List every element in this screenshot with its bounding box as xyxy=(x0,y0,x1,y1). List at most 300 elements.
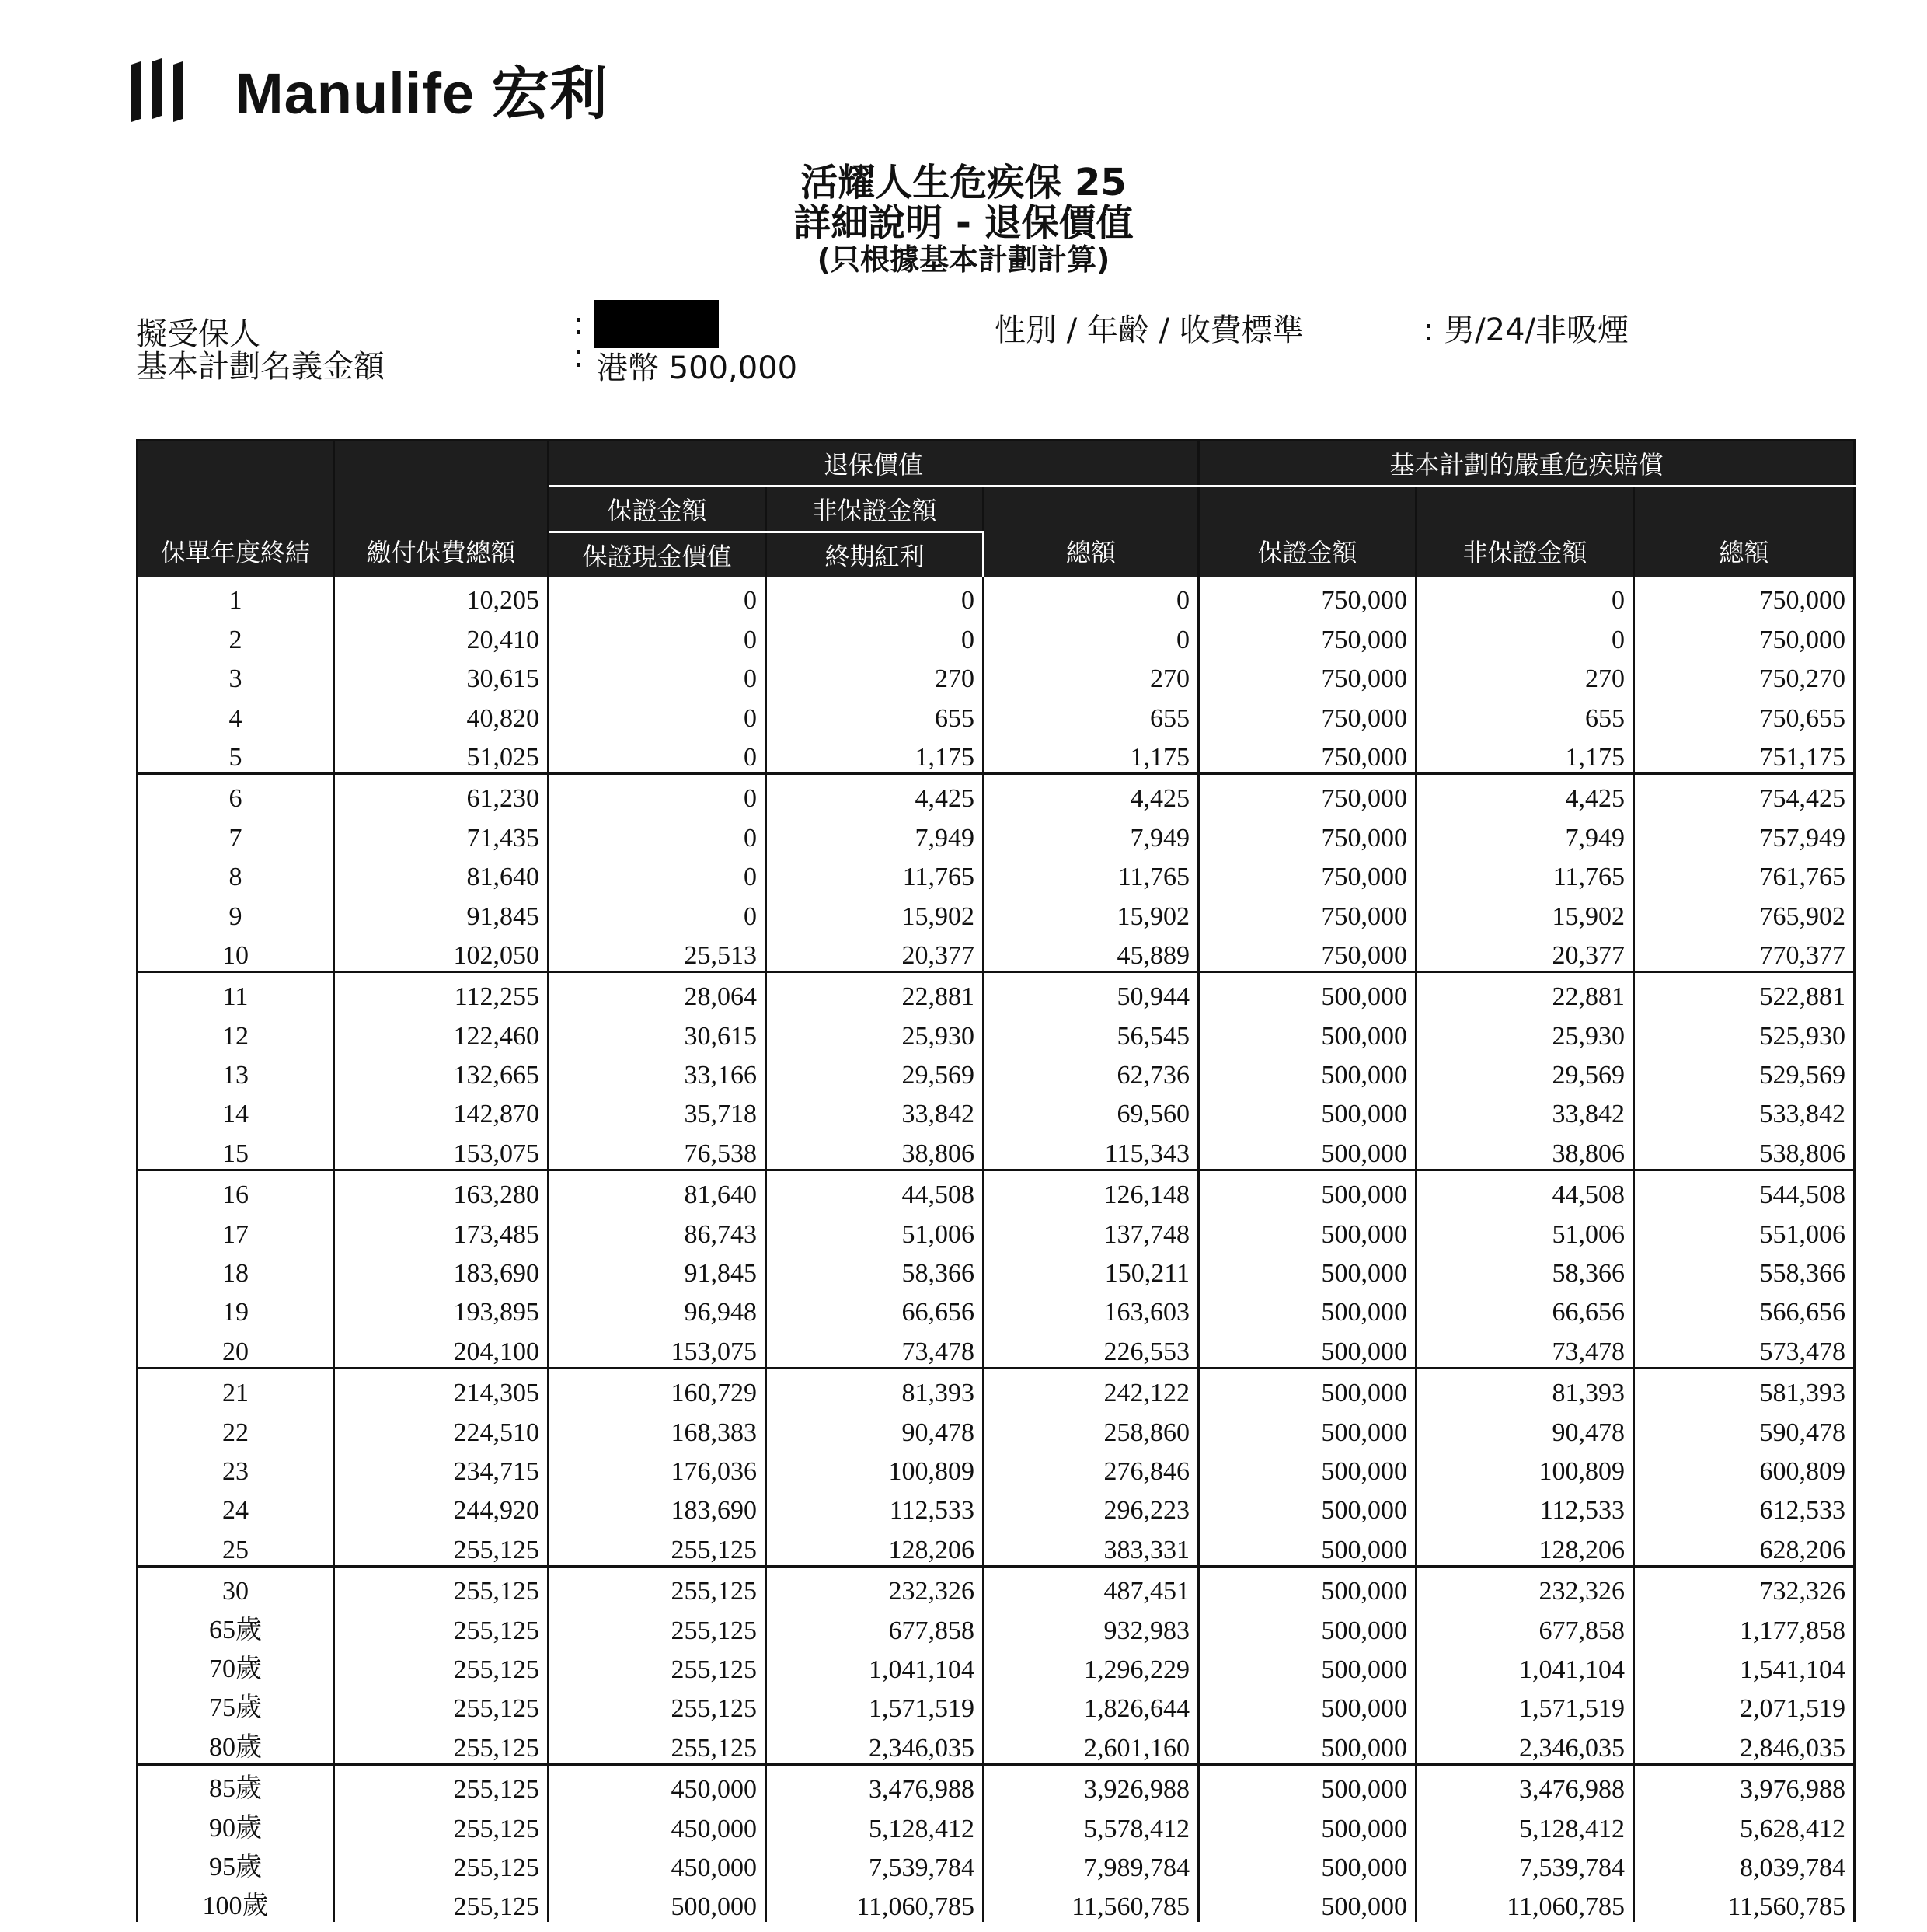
cell-ci-total: 581,393 xyxy=(1634,1368,1855,1408)
cell-premium: 255,125 xyxy=(334,1844,549,1883)
cell-year: 23 xyxy=(138,1448,334,1487)
cell-terminal-bonus: 29,569 xyxy=(766,1051,984,1090)
cell-year: 16 xyxy=(138,1170,334,1210)
cell-ci-total: 750,655 xyxy=(1634,694,1855,733)
cell-ci-total: 525,930 xyxy=(1634,1012,1855,1051)
cell-ci-guaranteed: 500,000 xyxy=(1199,971,1417,1012)
cell-guaranteed-cash-value: 176,036 xyxy=(549,1448,766,1487)
table-row xyxy=(138,853,1855,892)
cell-guaranteed-cash-value: 500,000 xyxy=(549,1883,766,1922)
table-row xyxy=(138,1724,1855,1764)
cell-ci-total: 750,000 xyxy=(1634,616,1855,654)
table-row xyxy=(138,1566,1855,1606)
cell-terminal-bonus: 232,326 xyxy=(766,1566,984,1606)
cell-ci-total: 750,000 xyxy=(1634,577,1855,616)
table-row xyxy=(138,1051,1855,1090)
cell-surrender-total: 226,553 xyxy=(984,1327,1199,1368)
cell-guaranteed-cash-value: 153,075 xyxy=(549,1327,766,1368)
cell-guaranteed-cash-value: 76,538 xyxy=(549,1129,766,1170)
cell-ci-non-guaranteed: 11,060,785 xyxy=(1417,1883,1634,1922)
cell-year: 24 xyxy=(138,1487,334,1526)
cell-premium: 122,460 xyxy=(334,1012,549,1051)
manulife-mark-icon xyxy=(128,57,189,122)
cell-ci-total: 770,377 xyxy=(1634,932,1855,972)
cell-guaranteed-cash-value: 255,125 xyxy=(549,1566,766,1606)
cell-guaranteed-cash-value: 160,729 xyxy=(549,1368,766,1408)
table-row xyxy=(138,1526,1855,1566)
plan-name: 活耀人生危疾保 25 xyxy=(800,161,1127,204)
cell-ci-total: 5,628,412 xyxy=(1634,1805,1855,1843)
cell-surrender-total: 242,122 xyxy=(984,1368,1199,1408)
cell-terminal-bonus: 73,478 xyxy=(766,1327,984,1368)
cell-surrender-total: 3,926,988 xyxy=(984,1764,1199,1805)
table-row xyxy=(138,1327,1855,1368)
cell-guaranteed-cash-value: 168,383 xyxy=(549,1408,766,1447)
table-row xyxy=(138,1606,1855,1645)
cell-ci-non-guaranteed: 1,571,519 xyxy=(1417,1685,1634,1724)
sum-insured-colon: : xyxy=(573,339,584,375)
cell-guaranteed-cash-value: 255,125 xyxy=(549,1646,766,1685)
cell-ci-non-guaranteed: 4,425 xyxy=(1417,773,1634,814)
cell-surrender-total: 45,889 xyxy=(984,932,1199,972)
cell-terminal-bonus: 25,930 xyxy=(766,1012,984,1051)
cell-ci-total: 754,425 xyxy=(1634,773,1855,814)
cell-terminal-bonus: 677,858 xyxy=(766,1606,984,1645)
cell-ci-guaranteed: 500,000 xyxy=(1199,1129,1417,1170)
redacted-insured-name xyxy=(594,300,719,348)
sum-insured-value: 港幣 500,000 xyxy=(597,350,798,386)
table-row xyxy=(138,1368,1855,1408)
cell-ci-total: 600,809 xyxy=(1634,1448,1855,1487)
cell-premium: 153,075 xyxy=(334,1129,549,1170)
cell-terminal-bonus: 100,809 xyxy=(766,1448,984,1487)
cell-year: 25 xyxy=(138,1526,334,1566)
cell-surrender-total: 655 xyxy=(984,694,1199,733)
cell-guaranteed-cash-value: 450,000 xyxy=(549,1764,766,1805)
table-row xyxy=(138,932,1855,972)
cell-guaranteed-cash-value: 96,948 xyxy=(549,1289,766,1327)
cell-surrender-total: 7,949 xyxy=(984,814,1199,853)
cell-premium: 163,280 xyxy=(334,1170,549,1210)
header-surrender-total: 總額 xyxy=(984,486,1199,577)
header-policy-year-end: 保單年度終結 xyxy=(138,441,334,577)
table-row xyxy=(138,577,1855,616)
gender-age-class-value: : 男/24/非吸煙 xyxy=(1423,312,1629,348)
cell-ci-guaranteed: 750,000 xyxy=(1199,853,1417,892)
cell-ci-total: 529,569 xyxy=(1634,1051,1855,1090)
cell-ci-total: 538,806 xyxy=(1634,1129,1855,1170)
cell-premium: 71,435 xyxy=(334,814,549,853)
cell-terminal-bonus: 7,539,784 xyxy=(766,1844,984,1883)
cell-ci-total: 533,842 xyxy=(1634,1090,1855,1129)
cell-surrender-total: 15,902 xyxy=(984,892,1199,931)
cell-ci-total: 2,846,035 xyxy=(1634,1724,1855,1764)
cell-year: 80歲 xyxy=(138,1724,334,1764)
cell-ci-total: 573,478 xyxy=(1634,1327,1855,1368)
insured-colon: : xyxy=(573,306,584,342)
cell-ci-non-guaranteed: 20,377 xyxy=(1417,932,1634,972)
table-row xyxy=(138,773,1855,814)
cell-year: 15 xyxy=(138,1129,334,1170)
cell-ci-non-guaranteed: 25,930 xyxy=(1417,1012,1634,1051)
cell-year: 18 xyxy=(138,1250,334,1289)
cell-ci-non-guaranteed: 100,809 xyxy=(1417,1448,1634,1487)
table-row xyxy=(138,892,1855,931)
cell-surrender-total: 487,451 xyxy=(984,1566,1199,1606)
cell-guaranteed-cash-value: 255,125 xyxy=(549,1526,766,1566)
cell-year: 11 xyxy=(138,971,334,1012)
cell-ci-guaranteed: 750,000 xyxy=(1199,892,1417,931)
cell-surrender-total: 383,331 xyxy=(984,1526,1199,1566)
cell-guaranteed-cash-value: 81,640 xyxy=(549,1170,766,1210)
cell-ci-total: 544,508 xyxy=(1634,1170,1855,1210)
cell-ci-total: 751,175 xyxy=(1634,734,1855,774)
cell-ci-non-guaranteed: 7,539,784 xyxy=(1417,1844,1634,1883)
cell-ci-guaranteed: 500,000 xyxy=(1199,1764,1417,1805)
cell-surrender-total: 163,603 xyxy=(984,1289,1199,1327)
cell-ci-total: 1,177,858 xyxy=(1634,1606,1855,1645)
cell-year: 90歲 xyxy=(138,1805,334,1843)
table-row xyxy=(138,1012,1855,1051)
cell-year: 10 xyxy=(138,932,334,972)
cell-terminal-bonus: 33,842 xyxy=(766,1090,984,1129)
cell-ci-non-guaranteed: 677,858 xyxy=(1417,1606,1634,1645)
cell-surrender-total: 0 xyxy=(984,577,1199,616)
cell-terminal-bonus: 0 xyxy=(766,616,984,654)
cell-ci-total: 1,541,104 xyxy=(1634,1646,1855,1685)
table-row xyxy=(138,971,1855,1012)
cell-year: 13 xyxy=(138,1051,334,1090)
cell-surrender-total: 258,860 xyxy=(984,1408,1199,1447)
cell-ci-guaranteed: 500,000 xyxy=(1199,1368,1417,1408)
cell-premium: 255,125 xyxy=(334,1764,549,1805)
cell-ci-non-guaranteed: 29,569 xyxy=(1417,1051,1634,1090)
surrender-value-table xyxy=(136,439,1856,1922)
cell-ci-non-guaranteed: 0 xyxy=(1417,577,1634,616)
cell-premium: 173,485 xyxy=(334,1210,549,1249)
cell-year: 65歲 xyxy=(138,1606,334,1645)
cell-premium: 193,895 xyxy=(334,1289,549,1327)
cell-surrender-total: 115,343 xyxy=(984,1129,1199,1170)
cell-ci-non-guaranteed: 2,346,035 xyxy=(1417,1724,1634,1764)
cell-ci-guaranteed: 500,000 xyxy=(1199,1170,1417,1210)
cell-ci-guaranteed: 500,000 xyxy=(1199,1012,1417,1051)
cell-ci-total: 8,039,784 xyxy=(1634,1844,1855,1883)
cell-ci-non-guaranteed: 112,533 xyxy=(1417,1487,1634,1526)
cell-ci-guaranteed: 500,000 xyxy=(1199,1448,1417,1487)
table-row xyxy=(138,1129,1855,1170)
cell-ci-non-guaranteed: 5,128,412 xyxy=(1417,1805,1634,1843)
cell-surrender-total: 5,578,412 xyxy=(984,1805,1199,1843)
cell-ci-total: 765,902 xyxy=(1634,892,1855,931)
cell-ci-guaranteed: 500,000 xyxy=(1199,1685,1417,1724)
cell-ci-guaranteed: 750,000 xyxy=(1199,577,1417,616)
cell-ci-non-guaranteed: 3,476,988 xyxy=(1417,1764,1634,1805)
document-title xyxy=(0,163,1927,276)
cell-surrender-total: 11,765 xyxy=(984,853,1199,892)
cell-guaranteed-cash-value: 91,845 xyxy=(549,1250,766,1289)
table-body xyxy=(138,577,1855,1922)
cell-year: 100歲 xyxy=(138,1883,334,1922)
cell-ci-total: 2,071,519 xyxy=(1634,1685,1855,1724)
cell-terminal-bonus: 112,533 xyxy=(766,1487,984,1526)
cell-terminal-bonus: 90,478 xyxy=(766,1408,984,1447)
cell-guaranteed-cash-value: 450,000 xyxy=(549,1805,766,1843)
cell-guaranteed-cash-value: 255,125 xyxy=(549,1685,766,1724)
cell-year: 2 xyxy=(138,616,334,654)
cell-guaranteed-cash-value: 0 xyxy=(549,655,766,694)
cell-surrender-total: 276,846 xyxy=(984,1448,1199,1487)
cell-guaranteed-cash-value: 28,064 xyxy=(549,971,766,1012)
cell-ci-non-guaranteed: 11,765 xyxy=(1417,853,1634,892)
cell-year: 22 xyxy=(138,1408,334,1447)
cell-premium: 91,845 xyxy=(334,892,549,931)
brand-name: Manulife 宏利 xyxy=(235,61,608,126)
cell-ci-total: 757,949 xyxy=(1634,814,1855,853)
cell-ci-non-guaranteed: 232,326 xyxy=(1417,1566,1634,1606)
cell-year: 85歲 xyxy=(138,1764,334,1805)
cell-terminal-bonus: 7,949 xyxy=(766,814,984,853)
table-row xyxy=(138,1646,1855,1685)
cell-guaranteed-cash-value: 255,125 xyxy=(549,1724,766,1764)
cell-surrender-total: 50,944 xyxy=(984,971,1199,1012)
cell-surrender-total: 1,296,229 xyxy=(984,1646,1199,1685)
cell-terminal-bonus: 4,425 xyxy=(766,773,984,814)
cell-terminal-bonus: 1,041,104 xyxy=(766,1646,984,1685)
cell-premium: 255,125 xyxy=(334,1646,549,1685)
cell-year: 19 xyxy=(138,1289,334,1327)
cell-ci-guaranteed: 500,000 xyxy=(1199,1805,1417,1843)
table-row xyxy=(138,1289,1855,1327)
cell-year: 30 xyxy=(138,1566,334,1606)
cell-guaranteed-cash-value: 255,125 xyxy=(549,1606,766,1645)
cell-surrender-total: 137,748 xyxy=(984,1210,1199,1249)
cell-ci-total: 628,206 xyxy=(1634,1526,1855,1566)
cell-year: 12 xyxy=(138,1012,334,1051)
cell-ci-guaranteed: 500,000 xyxy=(1199,1487,1417,1526)
cell-terminal-bonus: 20,377 xyxy=(766,932,984,972)
cell-ci-non-guaranteed: 38,806 xyxy=(1417,1129,1634,1170)
cell-surrender-total: 126,148 xyxy=(984,1170,1199,1210)
cell-ci-guaranteed: 500,000 xyxy=(1199,1289,1417,1327)
cell-ci-non-guaranteed: 15,902 xyxy=(1417,892,1634,931)
cell-surrender-total: 11,560,785 xyxy=(984,1883,1199,1922)
cell-ci-non-guaranteed: 655 xyxy=(1417,694,1634,733)
cell-surrender-total: 1,826,644 xyxy=(984,1685,1199,1724)
cell-surrender-total: 56,545 xyxy=(984,1012,1199,1051)
cell-year: 14 xyxy=(138,1090,334,1129)
cell-terminal-bonus: 0 xyxy=(766,577,984,616)
table-row xyxy=(138,1487,1855,1526)
cell-ci-guaranteed: 500,000 xyxy=(1199,1250,1417,1289)
cell-terminal-bonus: 270 xyxy=(766,655,984,694)
cell-ci-guaranteed: 750,000 xyxy=(1199,616,1417,654)
table-row xyxy=(138,1685,1855,1724)
cell-year: 95歲 xyxy=(138,1844,334,1883)
cell-ci-guaranteed: 500,000 xyxy=(1199,1526,1417,1566)
cell-ci-total: 750,270 xyxy=(1634,655,1855,694)
cell-premium: 132,665 xyxy=(334,1051,549,1090)
cell-surrender-total: 0 xyxy=(984,616,1199,654)
cell-ci-non-guaranteed: 7,949 xyxy=(1417,814,1634,853)
cell-guaranteed-cash-value: 0 xyxy=(549,814,766,853)
cell-guaranteed-cash-value: 25,513 xyxy=(549,932,766,972)
cell-year: 3 xyxy=(138,655,334,694)
cell-premium: 142,870 xyxy=(334,1090,549,1129)
cell-guaranteed-cash-value: 0 xyxy=(549,892,766,931)
cell-ci-non-guaranteed: 51,006 xyxy=(1417,1210,1634,1249)
cell-guaranteed-cash-value: 450,000 xyxy=(549,1844,766,1883)
cell-guaranteed-cash-value: 183,690 xyxy=(549,1487,766,1526)
cell-guaranteed-cash-value: 0 xyxy=(549,853,766,892)
table-row xyxy=(138,1250,1855,1289)
table-row xyxy=(138,1805,1855,1843)
cell-terminal-bonus: 128,206 xyxy=(766,1526,984,1566)
cell-premium: 255,125 xyxy=(334,1566,549,1606)
cell-ci-total: 732,326 xyxy=(1634,1566,1855,1606)
cell-ci-guaranteed: 750,000 xyxy=(1199,734,1417,774)
cell-ci-guaranteed: 750,000 xyxy=(1199,932,1417,972)
cell-surrender-total: 1,175 xyxy=(984,734,1199,774)
cell-surrender-total: 932,983 xyxy=(984,1606,1199,1645)
cell-terminal-bonus: 51,006 xyxy=(766,1210,984,1249)
cell-ci-non-guaranteed: 1,175 xyxy=(1417,734,1634,774)
cell-premium: 61,230 xyxy=(334,773,549,814)
cell-ci-guaranteed: 500,000 xyxy=(1199,1724,1417,1764)
table-row xyxy=(138,616,1855,654)
manulife-logo xyxy=(128,48,608,131)
cell-ci-guaranteed: 750,000 xyxy=(1199,814,1417,853)
cell-guaranteed-cash-value: 35,718 xyxy=(549,1090,766,1129)
cell-premium: 183,690 xyxy=(334,1250,549,1289)
cell-premium: 255,125 xyxy=(334,1724,549,1764)
cell-ci-non-guaranteed: 33,842 xyxy=(1417,1090,1634,1129)
cell-terminal-bonus: 22,881 xyxy=(766,971,984,1012)
cell-terminal-bonus: 44,508 xyxy=(766,1170,984,1210)
cell-guaranteed-cash-value: 0 xyxy=(549,734,766,774)
cell-surrender-total: 4,425 xyxy=(984,773,1199,814)
cell-terminal-bonus: 58,366 xyxy=(766,1250,984,1289)
cell-ci-non-guaranteed: 1,041,104 xyxy=(1417,1646,1634,1685)
cell-year: 5 xyxy=(138,734,334,774)
cell-premium: 30,615 xyxy=(334,655,549,694)
table-row xyxy=(138,1844,1855,1883)
cell-premium: 20,410 xyxy=(334,616,549,654)
cell-terminal-bonus: 1,571,519 xyxy=(766,1685,984,1724)
insured-label: 擬受保人 xyxy=(136,316,260,352)
cell-year: 20 xyxy=(138,1327,334,1368)
cell-surrender-total: 270 xyxy=(984,655,1199,694)
header-ci-non-guaranteed: 非保證金額 xyxy=(1417,486,1634,577)
table-row xyxy=(138,1090,1855,1129)
cell-premium: 214,305 xyxy=(334,1368,549,1408)
header-terminal-bonus: 終期紅利 xyxy=(766,532,984,577)
cell-premium: 255,125 xyxy=(334,1526,549,1566)
cell-ci-guaranteed: 500,000 xyxy=(1199,1327,1417,1368)
cell-guaranteed-cash-value: 0 xyxy=(549,577,766,616)
cell-ci-guaranteed: 500,000 xyxy=(1199,1210,1417,1249)
table-row xyxy=(138,1764,1855,1805)
cell-premium: 255,125 xyxy=(334,1883,549,1922)
cell-ci-guaranteed: 750,000 xyxy=(1199,773,1417,814)
cell-year: 8 xyxy=(138,853,334,892)
cell-ci-guaranteed: 500,000 xyxy=(1199,1606,1417,1645)
cell-ci-guaranteed: 500,000 xyxy=(1199,1844,1417,1883)
cell-ci-non-guaranteed: 128,206 xyxy=(1417,1526,1634,1566)
cell-guaranteed-cash-value: 86,743 xyxy=(549,1210,766,1249)
cell-guaranteed-cash-value: 30,615 xyxy=(549,1012,766,1051)
cell-premium: 255,125 xyxy=(334,1805,549,1843)
cell-premium: 10,205 xyxy=(334,577,549,616)
cell-ci-total: 566,656 xyxy=(1634,1289,1855,1327)
table-row xyxy=(138,1448,1855,1487)
table-row xyxy=(138,655,1855,694)
header-guaranteed: 保證金額 xyxy=(549,486,766,532)
cell-ci-non-guaranteed: 270 xyxy=(1417,655,1634,694)
table-row xyxy=(138,694,1855,733)
header-non-guaranteed: 非保證金額 xyxy=(766,486,984,532)
cell-ci-total: 590,478 xyxy=(1634,1408,1855,1447)
cell-ci-total: 551,006 xyxy=(1634,1210,1855,1249)
cell-ci-total: 761,765 xyxy=(1634,853,1855,892)
header-critical-illness-benefit: 基本計劃的嚴重危疾賠償 xyxy=(1199,441,1855,486)
cell-year: 9 xyxy=(138,892,334,931)
table-row xyxy=(138,1210,1855,1249)
cell-ci-non-guaranteed: 0 xyxy=(1417,616,1634,654)
cell-terminal-bonus: 1,175 xyxy=(766,734,984,774)
cell-premium: 224,510 xyxy=(334,1408,549,1447)
cell-ci-guaranteed: 500,000 xyxy=(1199,1051,1417,1090)
cell-ci-total: 522,881 xyxy=(1634,971,1855,1012)
cell-premium: 51,025 xyxy=(334,734,549,774)
cell-guaranteed-cash-value: 33,166 xyxy=(549,1051,766,1090)
table-row xyxy=(138,734,1855,774)
cell-ci-non-guaranteed: 66,656 xyxy=(1417,1289,1634,1327)
calculation-note: (只根據基本計劃計算) xyxy=(817,242,1110,277)
header-total-premium: 繳付保費總額 xyxy=(334,441,549,577)
cell-ci-guaranteed: 500,000 xyxy=(1199,1646,1417,1685)
header-ci-guaranteed: 保證金額 xyxy=(1199,486,1417,577)
table-row xyxy=(138,1408,1855,1447)
cell-premium: 204,100 xyxy=(334,1327,549,1368)
cell-terminal-bonus: 81,393 xyxy=(766,1368,984,1408)
document-subtitle: 詳細說明 - 退保價值 xyxy=(793,201,1134,245)
cell-ci-non-guaranteed: 58,366 xyxy=(1417,1250,1634,1289)
cell-ci-non-guaranteed: 90,478 xyxy=(1417,1408,1634,1447)
cell-surrender-total: 150,211 xyxy=(984,1250,1199,1289)
cell-ci-non-guaranteed: 22,881 xyxy=(1417,971,1634,1012)
cell-premium: 40,820 xyxy=(334,694,549,733)
cell-ci-guaranteed: 500,000 xyxy=(1199,1566,1417,1606)
cell-guaranteed-cash-value: 0 xyxy=(549,773,766,814)
cell-guaranteed-cash-value: 0 xyxy=(549,616,766,654)
cell-ci-guaranteed: 500,000 xyxy=(1199,1408,1417,1447)
cell-ci-guaranteed: 500,000 xyxy=(1199,1090,1417,1129)
cell-guaranteed-cash-value: 0 xyxy=(549,694,766,733)
cell-terminal-bonus: 5,128,412 xyxy=(766,1805,984,1843)
cell-year: 6 xyxy=(138,773,334,814)
cell-terminal-bonus: 3,476,988 xyxy=(766,1764,984,1805)
cell-surrender-total: 62,736 xyxy=(984,1051,1199,1090)
cell-year: 21 xyxy=(138,1368,334,1408)
cell-terminal-bonus: 655 xyxy=(766,694,984,733)
header-surrender-value: 退保價值 xyxy=(549,441,1199,486)
cell-premium: 234,715 xyxy=(334,1448,549,1487)
cell-year: 1 xyxy=(138,577,334,616)
table-row xyxy=(138,1883,1855,1922)
cell-terminal-bonus: 38,806 xyxy=(766,1129,984,1170)
cell-terminal-bonus: 15,902 xyxy=(766,892,984,931)
